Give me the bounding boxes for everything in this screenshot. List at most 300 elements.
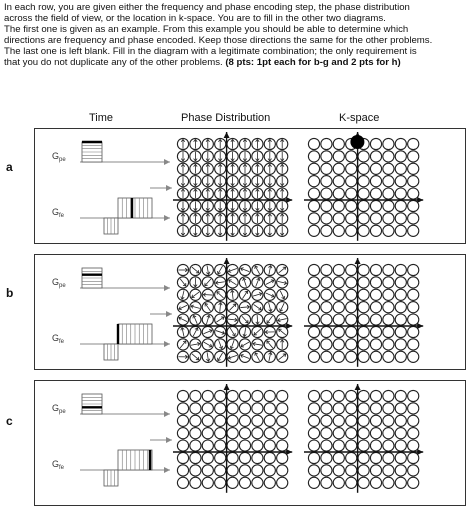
kspace-grid-cell [346,225,357,236]
phase-grid-cell [202,465,213,476]
kspace-grid-cell [321,225,332,236]
kspace-grid-cell [370,314,381,325]
kspace-grid-cell [408,403,419,414]
kspace-grid-cell [333,477,344,488]
kspace-grid-cell [346,339,357,350]
kspace-grid-cell [383,277,394,288]
kspace-grid-cell [370,428,381,439]
instruction-line: In each row, you are given either the frequency and phase encoding step, the phase distribution [4,2,410,13]
kspace-grid-cell [333,339,344,350]
phase-grid-cell [202,452,213,463]
kspace-grid-cell [346,213,357,224]
time-to-phase-arrow-head [166,185,172,191]
kspace-grid-cell [370,326,381,337]
kspace-grid-cell [383,452,394,463]
phase-grid-cell [252,477,263,488]
time-to-phase-arrow-head [166,311,172,317]
phase-grid-cell [239,465,250,476]
phase-grid-cell [252,403,263,414]
kspace-grid-cell [333,138,344,149]
kspace-grid-cell [346,351,357,362]
kspace-grid-cell [308,452,319,463]
phase-grid-cell [202,415,213,426]
kspace-grid-cell [383,465,394,476]
kspace-grid-cell [395,200,406,211]
phase-grid-cell [202,428,213,439]
kspace-grid-cell [308,465,319,476]
kspace-grid-cell [370,465,381,476]
gpe-axis-head [164,159,170,165]
kspace-grid-cell [383,477,394,488]
kspace-grid-cell [321,415,332,426]
phase-grid-cell [227,390,238,401]
kspace-grid-cell [408,163,419,174]
kspace-grid-cell [408,289,419,300]
phase-grid-cell [227,477,238,488]
kspace-grid-cell [370,277,381,288]
kspace-grid-cell [370,151,381,162]
kspace-grid-cell [370,415,381,426]
kspace-grid-cell [333,213,344,224]
phase-grid-cell [264,403,275,414]
kspace-grid-cell [395,277,406,288]
kspace-grid-cell [395,151,406,162]
phase-vector [279,329,286,335]
phase-grid-cell [277,428,288,439]
kspace-grid-cell [321,428,332,439]
kspace-grid-cell [308,339,319,350]
phase-x-arrow [286,323,292,329]
kspace-grid-cell [321,302,332,313]
kspace-grid-cell [370,188,381,199]
kspace-grid-cell [408,302,419,313]
phase-grid-cell [177,440,188,451]
phase-grid-cell [177,452,188,463]
kspace-grid-cell [321,151,332,162]
kspace-grid-cell [321,465,332,476]
kspace-grid-cell [346,403,357,414]
kspace-grid-cell [308,390,319,401]
kspace-grid-cell [308,477,319,488]
kspace-grid-cell [346,151,357,162]
kspace-grid [308,138,418,236]
kspace-grid-cell [321,390,332,401]
kspace-grid-cell [395,264,406,275]
phase-y-arrow [224,384,230,390]
phase-grid-cell [202,390,213,401]
kspace-grid-cell [358,188,369,199]
kspace-grid-cell [408,339,419,350]
phase-grid-cell [177,415,188,426]
phase-grid-cell [277,440,288,451]
phase-vector [217,292,224,298]
kspace-x-arrow [417,197,423,203]
kspace-grid-cell [383,339,394,350]
phase-grid-cell [202,477,213,488]
kspace-grid-cell [408,151,419,162]
kspace-grid-cell [395,390,406,401]
kspace-grid-cell [395,163,406,174]
phase-grid-cell [202,403,213,414]
kspace-grid-cell [308,428,319,439]
kspace-grid-cell [308,351,319,362]
phase-grid-cell [215,415,226,426]
kspace-grid-cell [395,351,406,362]
kspace-grid-cell [308,415,319,426]
phase-grid-cell [190,465,201,476]
phase-vector [279,354,286,360]
gfe-axis-head [164,341,170,347]
phase-grid-cell [264,477,275,488]
kspace-grid-cell [408,390,419,401]
phase-grid-cell [264,415,275,426]
kspace-grid-cell [346,302,357,313]
kspace-grid-cell [408,477,419,488]
phase-vector [180,341,186,348]
phase-vector [279,267,286,273]
kspace-grid-cell [395,326,406,337]
kspace-grid-cell [370,477,381,488]
kspace-grid-cell [383,264,394,275]
instruction-line: across the field of view, or the location in k-space. You are to fill in the other two diagrams. [4,13,386,25]
kspace-grid-cell [346,176,357,187]
kspace-grid-cell [408,415,419,426]
kspace-grid-cell [308,264,319,275]
phase-grid-cell [264,452,275,463]
kspace-grid-cell [395,188,406,199]
phase-grid-cell [264,465,275,476]
kspace-current-point [350,135,364,149]
kspace-grid-cell [308,403,319,414]
kspace-grid-cell [383,176,394,187]
kspace-grid-cell [308,314,319,325]
phase-vector [180,279,186,286]
kspace-grid-cell [395,465,406,476]
gfe-label: $G_{fe}$ [52,459,65,471]
kspace-grid-cell [333,264,344,275]
phase-vector [205,279,211,286]
phase-vector [192,354,199,360]
phase-grid [177,390,287,488]
kspace-grid-cell [333,428,344,439]
kspace-grid-cell [358,452,369,463]
kspace-grid-cell [358,339,369,350]
kspace-grid-cell [395,428,406,439]
kspace-grid-cell [408,314,419,325]
kspace-grid-cell [383,188,394,199]
kspace-grid-cell [395,339,406,350]
phase-grid-cell [215,428,226,439]
kspace-grid-cell [358,351,369,362]
phase-x-arrow [286,449,292,455]
kspace-grid-cell [308,277,319,288]
kspace-grid-cell [346,390,357,401]
phase-grid-cell [277,403,288,414]
kspace-grid-cell [358,277,369,288]
kspace-grid-cell [408,176,419,187]
kspace-grid-cell [408,200,419,211]
phase-y-arrow [224,258,230,264]
kspace-grid-cell [346,188,357,199]
phase-vector [254,329,261,335]
kspace-grid-cell [358,225,369,236]
phase-grid-cell [190,477,201,488]
kspace-grid-cell [395,176,406,187]
phase-grid-cell [190,403,201,414]
kspace-grid-cell [333,415,344,426]
phase-grid-cell [227,465,238,476]
kspace-grid-cell [333,326,344,337]
kspace-grid-cell [321,138,332,149]
phase-grid-cell [227,452,238,463]
kspace-grid-cell [358,465,369,476]
kspace-grid-cell [370,390,381,401]
kspace-grid-cell [370,440,381,451]
kspace-grid-cell [333,440,344,451]
kspace-grid-cell [395,403,406,414]
phase-vector [267,341,273,348]
kspace-grid-cell [370,264,381,275]
phase-grid-cell [190,428,201,439]
gpe-label: $G_{pe}$ [52,151,66,163]
kspace-grid-cell [346,326,357,337]
gfe-label: $G_{fe}$ [52,333,65,345]
kspace-grid-cell [308,138,319,149]
kspace-grid-cell [383,326,394,337]
kspace-grid-cell [333,452,344,463]
phase-grid-cell [277,390,288,401]
kspace-grid-cell [346,264,357,275]
phase-grid-cell [227,415,238,426]
phase-grid-cell [177,390,188,401]
gfe-label: $G_{fe}$ [52,207,65,219]
phase-grid-cell [215,465,226,476]
row-label-b: b [6,286,14,300]
phase-grid-cell [264,390,275,401]
kspace-grid-cell [346,289,357,300]
kspace-grid-cell [395,440,406,451]
kspace-grid-cell [321,339,332,350]
kspace-grid-cell [333,163,344,174]
phase-grid-cell [239,477,250,488]
phase-grid-cell [252,390,263,401]
phase-vector [242,316,248,323]
phase-grid-cell [177,403,188,414]
kspace-grid-cell [321,264,332,275]
instruction-line: directions are frequency and phase encoded. Keep those directions the same for the other problems. [4,35,433,47]
phase-x-arrow [286,197,292,203]
kspace-grid-cell [333,289,344,300]
kspace-grid-cell [308,326,319,337]
time-to-phase-arrow-head [166,437,172,443]
kspace-grid-cell [370,225,381,236]
kspace-grid-cell [383,225,394,236]
phase-grid-cell [177,477,188,488]
instruction-line: The first one is given as an example. From this example you should be able to determine which [4,24,409,36]
kspace-grid-cell [333,277,344,288]
kspace-grid-cell [333,188,344,199]
phase-grid-cell [252,465,263,476]
kspace-grid-cell [383,151,394,162]
kspace-grid-cell [408,277,419,288]
kspace-grid-cell [308,188,319,199]
kspace-grid-cell [358,390,369,401]
k-space-header: K-space [339,112,380,124]
kspace-grid-cell [383,200,394,211]
kspace-grid-cell [370,351,381,362]
phase-grid-cell [190,440,201,451]
kspace-grid-cell [383,163,394,174]
kspace-grid-cell [358,151,369,162]
phase-grid-cell [190,415,201,426]
kspace-grid-cell [370,200,381,211]
kspace-grid-cell [333,200,344,211]
kspace-grid-cell [383,403,394,414]
kspace-grid-cell [383,213,394,224]
kspace-grid-cell [333,302,344,313]
row-label-c: c [6,414,13,428]
kspace-grid-cell [321,477,332,488]
kspace-grid-cell [408,213,419,224]
kspace-grid-cell [346,277,357,288]
phase-grid-cell [215,452,226,463]
phase-grid-cell [227,428,238,439]
kspace-grid-cell [308,163,319,174]
kspace-grid-cell [321,176,332,187]
kspace-grid-cell [383,415,394,426]
kspace-grid-cell [346,465,357,476]
phase-vector [240,307,249,308]
kspace-grid-cell [395,452,406,463]
kspace-grid-cell [395,302,406,313]
instruction-last-text: that you do not duplicate any of the other problems. [4,57,226,69]
kspace-grid-cell [358,200,369,211]
kspace-grid-cell [370,452,381,463]
phase-grid-cell [239,452,250,463]
kspace-grid-cell [321,440,332,451]
phase-grid-cell [215,440,226,451]
kspace-grid-cell [358,314,369,325]
kspace-grid-cell [321,403,332,414]
phase-grid-cell [227,440,238,451]
gfe-axis-head [164,215,170,221]
kspace-grid-cell [383,138,394,149]
phase-grid-cell [190,452,201,463]
kspace-grid-cell [321,452,332,463]
kspace-grid-cell [358,326,369,337]
phase-grid-cell [227,403,238,414]
kspace-grid-cell [383,289,394,300]
kspace-grid-cell [308,225,319,236]
kspace-grid-cell [358,415,369,426]
kspace-grid-cell [346,452,357,463]
kspace-grid-cell [370,289,381,300]
phase-grid-cell [239,440,250,451]
kspace-y-arrow [355,384,361,390]
gpe-axis-head [164,411,170,417]
kspace-grid-cell [370,302,381,313]
kspace-grid-cell [308,302,319,313]
kspace-grid-cell [321,163,332,174]
kspace-grid-cell [358,289,369,300]
kspace-grid-cell [358,213,369,224]
kspace-grid-cell [408,188,419,199]
kspace-grid-cell [358,264,369,275]
phase-grid-cell [264,428,275,439]
kspace-grid-cell [370,403,381,414]
kspace-x-arrow [417,449,423,455]
kspace-grid-cell [408,452,419,463]
row-label-a: a [6,160,13,174]
kspace-grid-cell [333,465,344,476]
phase-grid-cell [239,428,250,439]
kspace-grid-cell [408,351,419,362]
phase-vector [203,295,212,296]
kspace-grid-cell [408,428,419,439]
kspace-grid-cell [383,351,394,362]
kspace-grid-cell [321,326,332,337]
kspace-grid-cell [383,302,394,313]
kspace-grid-cell [346,314,357,325]
kspace-grid-cell [408,326,419,337]
phase-grid-cell [202,440,213,451]
phase-grid-cell [252,428,263,439]
kspace-grid-cell [321,213,332,224]
kspace-grid-cell [408,264,419,275]
kspace-grid-cell [395,415,406,426]
kspace-grid-cell [395,477,406,488]
phase-vector [192,267,199,273]
kspace-grid-cell [408,225,419,236]
kspace-grid-cell [408,465,419,476]
kspace-grid-cell [395,225,406,236]
kspace-grid-cell [408,440,419,451]
gfe-axis-head [164,467,170,473]
kspace-grid-cell [321,314,332,325]
kspace-grid-cell [395,314,406,325]
kspace-grid-cell [321,351,332,362]
kspace-grid-cell [395,289,406,300]
kspace-grid-cell [346,163,357,174]
phase-grid-cell [177,465,188,476]
phase-grid-cell [252,452,263,463]
phase-grid-cell [215,390,226,401]
kspace-grid-cell [346,440,357,451]
kspace-grid-cell [333,176,344,187]
phase-grid-cell [177,428,188,439]
phase-grid-cell [252,440,263,451]
kspace-grid-cell [308,213,319,224]
points-note: (8 pts: 1pt each for b-g and 2 pts for h) [225,57,401,69]
kspace-grid-cell [321,277,332,288]
phase-grid-cell [239,403,250,414]
kspace-grid-cell [308,151,319,162]
kspace-grid-cell [383,314,394,325]
kspace-grid-cell [358,176,369,187]
kspace-grid-cell [346,428,357,439]
kspace-grid-cell [346,477,357,488]
kspace-grid-cell [358,477,369,488]
phase-grid-cell [252,415,263,426]
kspace-grid-cell [308,200,319,211]
kspace-grid-cell [395,138,406,149]
kspace-grid-cell [370,213,381,224]
kspace-grid-cell [333,390,344,401]
phase-vector [229,304,236,310]
kspace-x-arrow [417,323,423,329]
phase-y-arrow [224,132,230,138]
kspace-grid-cell [321,188,332,199]
